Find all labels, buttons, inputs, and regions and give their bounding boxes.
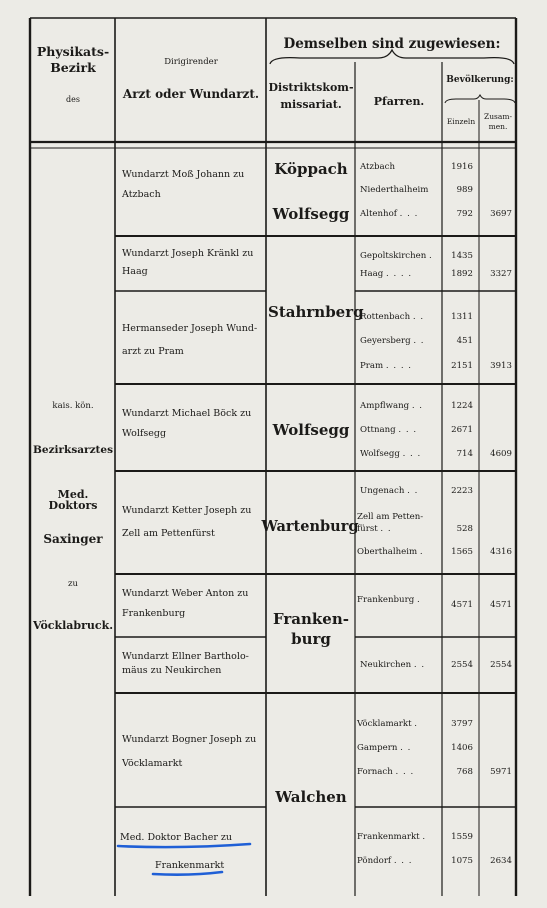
arzt-row-9-line-1: Med. Doktor Bacher zu bbox=[120, 832, 233, 843]
pfarre-name: Ottnang . . . bbox=[360, 425, 418, 435]
pfarre-einzeln: 3797 bbox=[451, 719, 473, 729]
distrikt-wolfsegg-1: Wolfsegg bbox=[272, 205, 350, 223]
zusammen-row-7: 2554 bbox=[490, 660, 512, 670]
pfarre-name: Frankenmarkt . bbox=[357, 832, 427, 842]
bezirk-l6: Vöcklabruck. bbox=[32, 619, 114, 632]
arzt-row-3: Hermanseder Joseph Wund- arzt zu Pram bbox=[122, 323, 258, 357]
header-bezirk: Physikats-Bezirk bbox=[36, 44, 110, 75]
pfarre-name: Zell am Petten- fürst . . bbox=[357, 512, 424, 534]
distrikt-koeppach: Köppach bbox=[274, 160, 348, 178]
pfarre-name: Gepoltskirchen . bbox=[360, 251, 433, 261]
pfarre-name: Ampflwang . . bbox=[360, 401, 424, 411]
pfarre-name: Frankenburg . bbox=[357, 595, 421, 605]
header-arzt: Arzt oder Wundarzt. bbox=[122, 87, 260, 101]
header-des: des bbox=[66, 95, 80, 104]
pfarre-einzeln: 792 bbox=[456, 209, 473, 219]
pfarre-einzeln: 1224 bbox=[451, 401, 473, 411]
zusammen-row-4: 4609 bbox=[490, 449, 512, 459]
zusammen-row-3: 3913 bbox=[490, 361, 512, 371]
zusammen-row-5: 4316 bbox=[490, 547, 512, 557]
pfarre-name: Oberthalheim . bbox=[357, 547, 424, 557]
pfarre-name: Neukirchen . . bbox=[360, 660, 426, 670]
pfarre-einzeln: 1311 bbox=[451, 312, 473, 322]
header-zusammen: Zusam- men. bbox=[483, 112, 512, 131]
pfarre-einzeln: 1565 bbox=[451, 547, 473, 557]
pfarre-einzeln: 768 bbox=[456, 767, 473, 777]
pfarre-name: Vöcklamarkt . bbox=[357, 719, 418, 729]
pfarre-einzeln: 714 bbox=[456, 449, 473, 459]
zusammen-row-1: 3697 bbox=[490, 209, 512, 219]
arzt-row-9-line-2: Frankenmarkt bbox=[155, 860, 225, 871]
pfarre-name: Haag . . . . bbox=[360, 269, 413, 279]
pfarre-einzeln: 528 bbox=[456, 524, 473, 534]
bezirk-l3: Med. Doktors bbox=[48, 488, 98, 512]
distrikt-frankenburg: Franken- burg bbox=[273, 610, 349, 649]
pfarre-name: Altenhof . . . bbox=[360, 209, 419, 219]
header-arzt-small: Dirigirender bbox=[164, 57, 218, 67]
pfarre-einzeln: 1435 bbox=[451, 251, 473, 261]
arzt-row-2: Wundarzt Joseph Kränkl zu Haag bbox=[122, 248, 254, 278]
bezirk-l4: Saxinger bbox=[43, 532, 103, 546]
distrikt-stahrnberg: Stahrnberg bbox=[268, 303, 364, 321]
pfarre-einzeln: 1406 bbox=[451, 743, 473, 753]
pfarre-name: Niederthalheim bbox=[360, 185, 429, 195]
distrikt-wolfsegg-2: Wolfsegg bbox=[272, 421, 350, 439]
pfarre-name: Pram . . . . bbox=[360, 361, 413, 371]
highlight-underline-1 bbox=[118, 844, 250, 847]
pfarre-name: Rottenbach . . bbox=[360, 312, 425, 322]
pfarre-einzeln: 2223 bbox=[451, 486, 473, 496]
pfarre-einzeln: 2151 bbox=[451, 361, 473, 371]
pfarre-einzeln: 451 bbox=[456, 336, 473, 346]
pfarre-name: Wolfsegg . . . bbox=[360, 449, 422, 459]
arzt-row-1: Wundarzt Moß Johann zu Atzbach bbox=[122, 169, 245, 200]
header-distrikt: Distriktskom- missariat. bbox=[268, 81, 354, 111]
header-pfarren: Pfarren. bbox=[373, 95, 425, 108]
header-einzeln: Einzeln bbox=[446, 117, 476, 126]
pfarre-einzeln: 2671 bbox=[451, 425, 473, 435]
pfarre-einzeln: 4571 bbox=[451, 600, 473, 610]
pfarre-einzeln: 1916 bbox=[451, 162, 473, 172]
header-zugewiesen: Demselben sind zugewiesen: bbox=[283, 36, 501, 52]
distrikt-wartenburg: Wartenburg bbox=[261, 518, 359, 535]
pfarre-name: Pöndorf . . . bbox=[357, 856, 413, 866]
arzt-row-5: Wundarzt Ketter Joseph zu Zell am Pettenfürst bbox=[122, 505, 252, 539]
zusammen-row-9: 2634 bbox=[490, 856, 512, 866]
zusammen-row-8: 5971 bbox=[490, 767, 512, 777]
zusammen-row-6: 4571 bbox=[490, 600, 512, 610]
pfarre-name: Gampern . . bbox=[357, 743, 412, 753]
zusammen-row-2: 3327 bbox=[490, 269, 512, 279]
highlight-underline-2 bbox=[153, 872, 222, 875]
distrikt-walchen: Walchen bbox=[275, 788, 347, 806]
pfarre-name: Ungenach . . bbox=[360, 486, 419, 496]
arzt-row-8: Wundarzt Bogner Joseph zu Vöcklamarkt bbox=[122, 734, 257, 769]
pfarre-einzeln: 989 bbox=[456, 185, 473, 195]
header-bevoelkerung: Bevölkerung: bbox=[446, 75, 514, 85]
bezirk-l5: zu bbox=[68, 579, 78, 589]
bezirk-l1: kais. kön. bbox=[52, 401, 94, 411]
arzt-row-7: Wundarzt Ellner Bartholo- mäus zu Neukirchen bbox=[122, 651, 249, 676]
pfarre-einzeln: 2554 bbox=[451, 660, 473, 670]
pfarre-name: Fornach . . . bbox=[357, 767, 415, 777]
pfarre-einzeln: 1892 bbox=[451, 269, 473, 279]
pfarre-einzeln: 1075 bbox=[451, 856, 473, 866]
pfarre-einzeln: 1559 bbox=[451, 832, 473, 842]
pfarre-name: Geyersberg . . bbox=[360, 336, 425, 346]
arzt-row-6: Wundarzt Weber Anton zu Frankenburg bbox=[122, 588, 249, 619]
bezirk-l2: Bezirksarztes bbox=[33, 444, 113, 456]
arzt-row-4: Wundarzt Michael Böck zu Wolfsegg bbox=[122, 408, 252, 439]
pfarre-name: Atzbach bbox=[360, 162, 396, 172]
